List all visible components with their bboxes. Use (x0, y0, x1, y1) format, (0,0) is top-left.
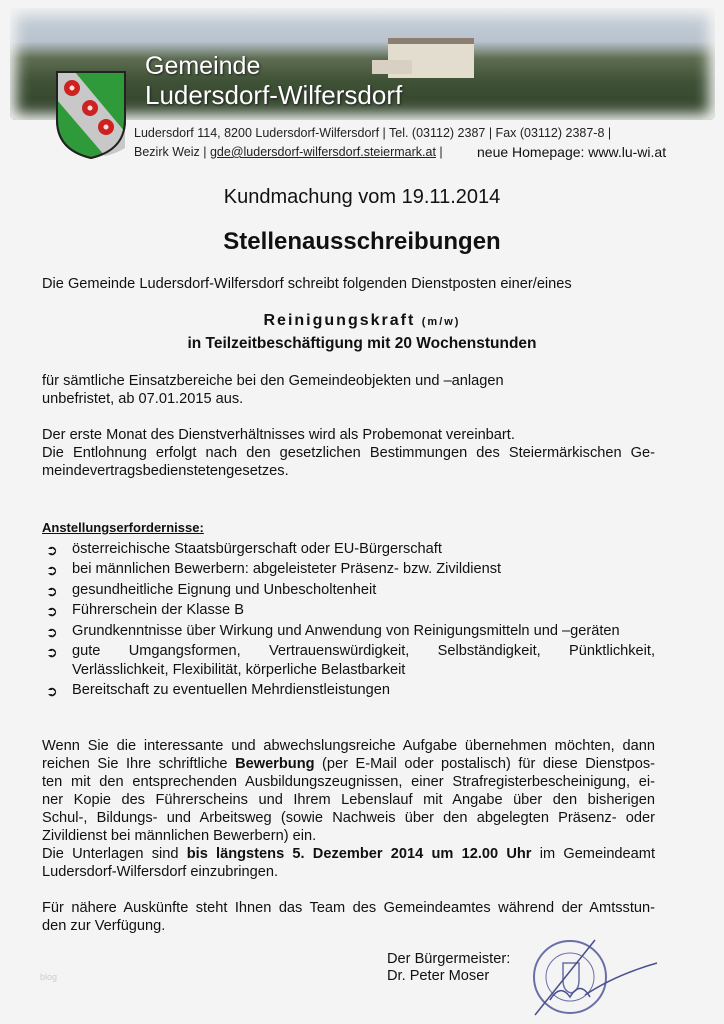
para3-line: Ludersdorf-Wilfersdorf einzubringen. (42, 864, 279, 880)
para3-line: ner Kopie des Führerscheins und Ihrem Lebenslauf mit Angabe über den bisherigen (42, 792, 655, 808)
list-item: gesundheitliche Eignung und Unbescholtenheit (72, 582, 377, 598)
para4-line: den zur Verfügung. (42, 918, 166, 934)
para2-line: meindevertragsbedienstetengesetzes. (42, 463, 289, 479)
list-item: Führerschein der Klasse B (72, 602, 244, 618)
intro-text: Die Gemeinde Ludersdorf-Wilfersdorf schreibt folgenden Dienstposten einer/eines (42, 276, 572, 292)
signature-role: Der Bürgermeister: (387, 951, 511, 967)
date-line: Kundmachung vom 19.11.2014 (223, 186, 501, 208)
para3-line (42, 756, 655, 772)
email-link[interactable]: gde@ludersdorf-wilfersdorf.steiermark.at (209, 145, 436, 159)
para4-line: Für nähere Auskünfte steht Ihnen das Team des Gemeindeamtes während der Amtsstun- (42, 900, 655, 916)
para3-line: ten mit den entsprechenden Ausbildungszeugnissen, einer Strafregisterbescheinigung, ei- (42, 774, 655, 790)
page-title: Stellenausschreibungen (223, 228, 501, 255)
coat-of-arms-icon (55, 70, 127, 160)
text: reichen Sie Ihre schriftliche (42, 756, 236, 772)
bold-text: Bewerbung (235, 756, 315, 772)
list-item: bei männlichen Bewerbern: abgeleisteter Präsenz- bzw. Zivildienst (72, 561, 502, 577)
text: Die Unterlagen sind (42, 846, 187, 862)
official-stamp-icon (525, 935, 665, 1020)
municipality-title: Gemeinde (145, 52, 261, 80)
castle-wing (372, 60, 412, 74)
contact-line (134, 145, 443, 159)
homepage-text: neue Homepage: www.lu-wi.at (477, 144, 667, 160)
arrow-right-icon: ➲ (46, 583, 58, 599)
text: (per E-Mail oder postalisch) für diese Dienstpos- (314, 756, 655, 772)
deadline: bis längstens 5. Dezember 2014 um 12.00 Uhr (186, 846, 532, 862)
watermark: blog (40, 972, 58, 982)
arrow-right-icon: ➲ (46, 562, 58, 578)
arrow-right-icon: ➲ (46, 683, 58, 699)
list-item-continued: Verlässlichkeit, Flexibilität, körperliche Belastbarkeit (72, 662, 406, 678)
para3-line (42, 846, 655, 862)
requirements-heading: Anstellungserfordernisse: (42, 520, 204, 535)
arrow-right-icon: ➲ (46, 624, 58, 640)
list-item: Bereitschaft zu eventuellen Mehrdienstleistungen (72, 682, 391, 698)
para3-line: Zivildienst bei männlichen Bewerbern) ein. (42, 828, 317, 844)
arrow-right-icon: ➲ (46, 644, 58, 660)
list-item: gute Umgangsformen, Vertrauenswürdigkeit, Selbständigkeit, Pünktlichkeit, (72, 643, 655, 659)
list-item: Grundkenntnisse über Wirkung und Anwendung von Reinigungsmitteln und –geräten (72, 623, 620, 639)
position-suffix: (m/w) (421, 316, 461, 328)
signature-name: Dr. Peter Moser (387, 968, 490, 984)
separator: | (439, 145, 443, 159)
para1-line: unbefristet, ab 07.01.2015 aus. (42, 391, 244, 407)
position-name: Reinigungskraft (263, 312, 416, 329)
district: Bezirk Weiz | (134, 145, 207, 159)
para1-line: für sämtliche Einsatzbereiche bei den Gemeindeobjekten und –anlagen (42, 373, 504, 389)
address-line: Ludersdorf 114, 8200 Ludersdorf-Wilfersdorf | Tel. (03112) 2387 | Fax (03112) 2387-8 | (134, 126, 612, 140)
arrow-right-icon: ➲ (46, 542, 58, 558)
para3-line: Wenn Sie die interessante und abwechslungsreiche Aufgabe übernehmen möchten, dann (42, 738, 655, 754)
position-subtitle: in Teilzeitbeschäftigung mit 20 Wochenstunden (187, 335, 537, 352)
text: im Gemeindeamt (531, 846, 655, 862)
para2-line: Der erste Monat des Dienstverhältnisses wird als Probemonat vereinbart. (42, 427, 515, 443)
municipality-name: Ludersdorf-Wilfersdorf (145, 80, 403, 110)
position-title (0, 312, 724, 330)
list-item: österreichische Staatsbürgerschaft oder EU-Bürgerschaft (72, 541, 442, 557)
arrow-right-icon: ➲ (46, 603, 58, 619)
para2-line: Die Entlohnung erfolgt nach den gesetzlichen Bestimmungen des Steiermärkischen Ge- (42, 445, 655, 461)
para3-line: Schul-, Bildungs- und Arbeitsweg (sowie Nachweis über den abgelegten Präsenz- oder (42, 810, 655, 826)
